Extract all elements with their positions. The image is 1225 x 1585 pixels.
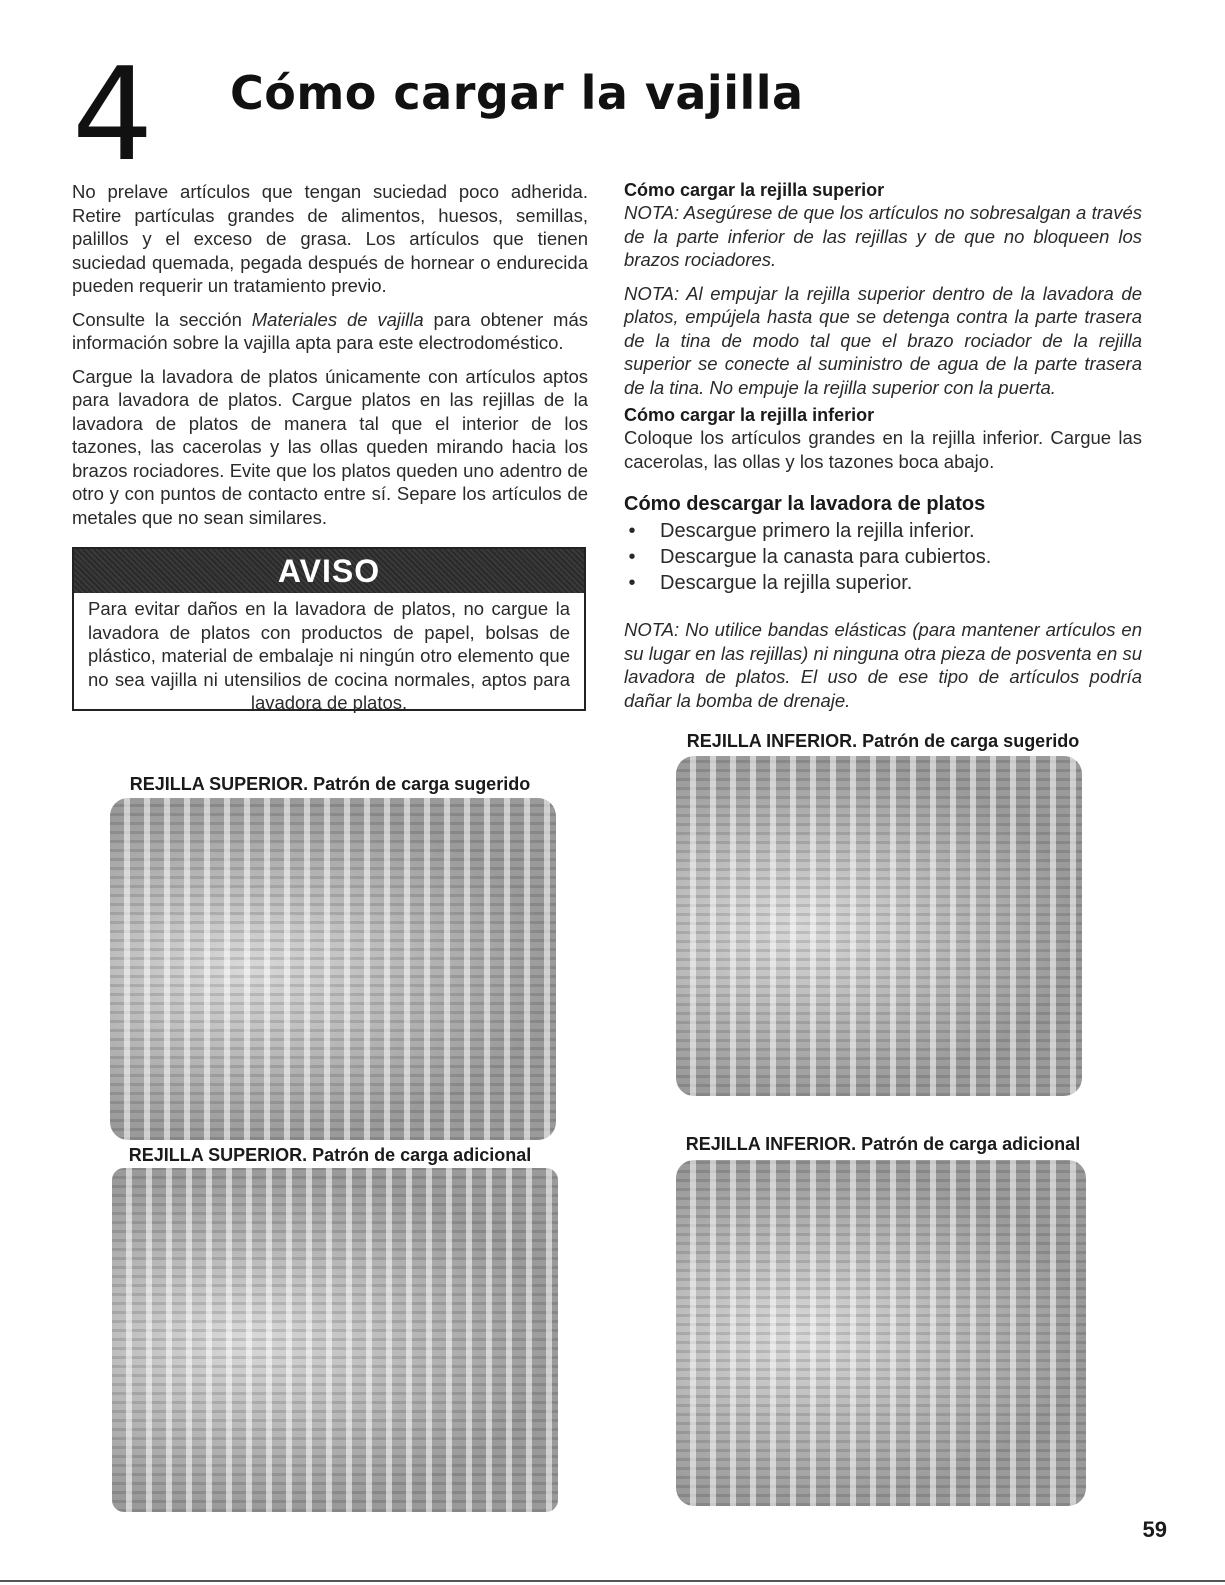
upper-rack-note-2: NOTA: Al empujar la rejilla superior dentro de la lavadora de platos, empújela hasta que se detenga contra la parte trasera de la tina de modo tal que el brazo rociador de la rejilla superior se conecte al suministro de agua de la parte trasera de la tina. No empuje la rejilla superior con la puerta.	[624, 282, 1142, 398]
aviso-body: Para evitar daños en la lavadora de platos, no cargue la lavadora de platos con productos de papel, bolsas de plástico, material de embalaje ni ningún otro elemento que no sea vajilla ni utensilios de cocina normales, aptos para lavadora de platos.	[88, 598, 570, 713]
upper-rack-heading: Cómo cargar la rejilla superior	[624, 180, 885, 200]
unload-step-text: Descargue la rejilla superior.	[660, 572, 913, 594]
lower-suggested-caption: REJILLA INFERIOR. Patrón de carga sugerido	[686, 731, 1080, 751]
page-number: 59	[1142, 1517, 1167, 1542]
intro-paragraph: No prelave artículos que tengan suciedad poco adherida. Retire partículas grandes de alimentos, huesos, semillas, palillos y el exceso de grasa. Los artículos que tienen suciedad quemada, pegada después de hornear o endurecida pueden requerir un tratamiento previo.	[72, 181, 588, 296]
final-note: NOTA: No utilice bandas elásticas (para mantener artículos en su lugar en las rejillas) ni ninguna otra pieza de posventa en su lavadora de platos. El uso de ese tipo de artículos podría dañar la bomba de drenaje.	[624, 619, 1142, 711]
upper-rack-suggested-photo	[110, 798, 556, 1140]
list-item	[624, 544, 1142, 570]
upper-rack-note-1: NOTA: Asegúrese de que los artículos no sobresalgan a través de la parte inferior de las rejillas y de que no bloqueen los brazos rociadores.	[624, 202, 1142, 270]
list-item	[624, 518, 1142, 544]
bullet-icon: •	[628, 520, 636, 542]
lower-additional-caption: REJILLA INFERIOR. Patrón de carga adicional	[685, 1134, 1081, 1154]
upper-additional-caption: REJILLA SUPERIOR. Patrón de carga adicional	[128, 1145, 532, 1165]
unload-step-text: Descargue la canasta para cubiertos.	[660, 546, 992, 568]
aviso-warning-box	[72, 547, 586, 711]
materials-paragraph	[72, 308, 588, 355]
list-item	[624, 570, 1142, 596]
chapter-number: 4	[72, 41, 154, 190]
lower-rack-heading: Cómo cargar la rejilla inferior	[624, 405, 875, 425]
left-column	[72, 180, 588, 529]
upper-rack-additional-photo	[112, 1168, 558, 1512]
upper-suggested-caption: REJILLA SUPERIOR. Patrón de carga sugerido	[129, 774, 531, 794]
loading-paragraph: Cargue la lavadora de platos únicamente con artículos aptos para lavadora de platos. Cargue platos en las rejillas de la lavadora de platos de manera tal que el interior de los tazones, las cacerolas y las ollas queden mirando hacia los brazos rociadores. Evite que los platos queden uno adentro de otro y con puntos de contacto entre sí. Separe los artículos de metales que no sean similares.	[72, 365, 588, 528]
bullet-icon: •	[628, 572, 636, 594]
aviso-title: AVISO	[74, 549, 584, 593]
page-title: Cómo cargar la vajilla	[230, 66, 804, 120]
unload-heading: Cómo descargar la lavadora de platos	[624, 493, 986, 515]
right-column	[624, 180, 1142, 712]
materials-text-before: Consulte la sección	[72, 308, 252, 330]
footer-rule	[0, 1580, 1225, 1582]
bullet-icon: •	[628, 546, 636, 568]
unload-steps-list	[624, 518, 1142, 596]
lower-rack-text: Coloque los artículos grandes en la rejilla inferior. Cargue las cacerolas, las ollas y los tazones boca abajo.	[624, 427, 1142, 472]
materials-section-reference: Materiales de vajilla	[251, 308, 424, 330]
lower-rack-additional-photo	[676, 1160, 1086, 1506]
unload-step-text: Descargue primero la rejilla inferior.	[660, 520, 975, 542]
materials-text-after: para obtener más información sobre la vajilla apta para este electrodoméstico.	[72, 308, 588, 353]
lower-rack-suggested-photo	[676, 756, 1082, 1096]
